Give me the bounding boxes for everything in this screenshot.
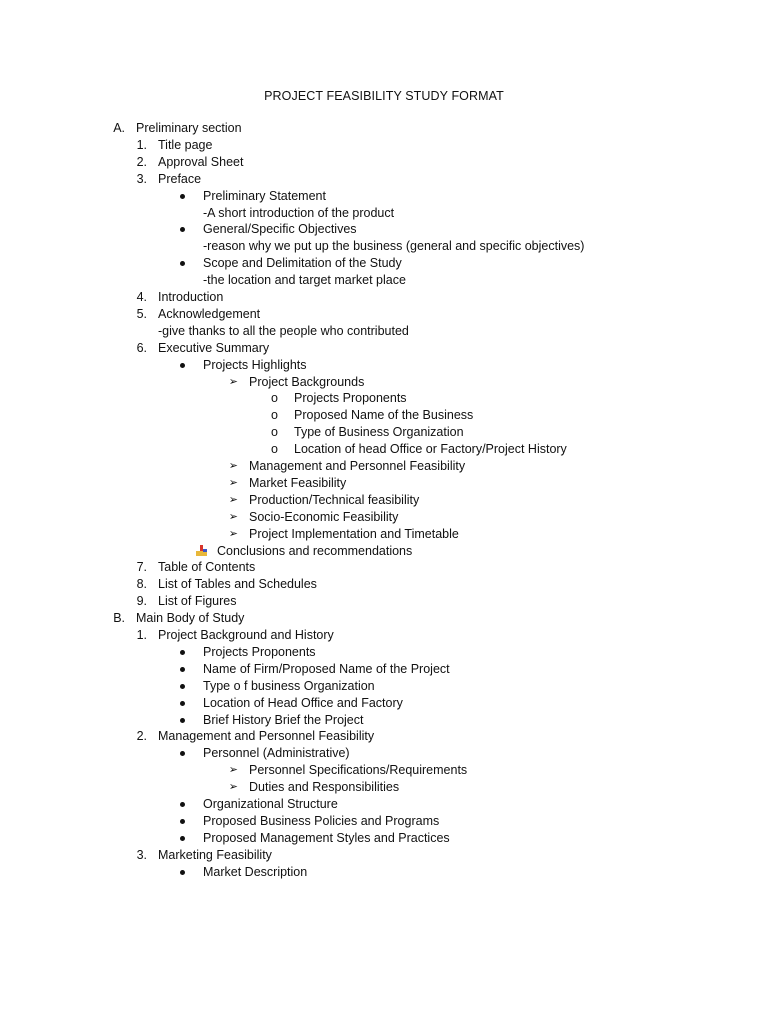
outline-text: Duties and Responsibilities [249, 780, 400, 794]
bullet-icon [180, 261, 185, 266]
outline-line [0, 441, 768, 457]
outline-line [0, 712, 768, 728]
outline-text: Personnel Specifications/Requirements [249, 763, 468, 777]
outline-text: List of Figures [158, 594, 237, 608]
bullet-icon [180, 751, 185, 756]
outline-line [0, 847, 768, 863]
outline-line [0, 171, 768, 187]
outline-text: Proposed Management Styles and Practices [203, 831, 450, 845]
bullet-icon [180, 684, 185, 689]
outline-text: -the location and target market place [203, 273, 406, 287]
list-marker: 2. [136, 729, 147, 743]
outline-text: Location of Head Office and Factory [203, 696, 403, 710]
outline-text: Name of Firm/Proposed Name of the Project [203, 662, 450, 676]
outline-text: Market Feasibility [249, 476, 347, 490]
outline-text: Executive Summary [158, 341, 270, 355]
arrow-bullet-icon: ➢ [228, 511, 238, 523]
outline-text: Marketing Feasibility [158, 848, 272, 862]
list-marker: 5. [136, 307, 147, 321]
outline-text: Brief History Brief the Project [203, 713, 364, 727]
outline-line [0, 576, 768, 592]
outline-line [0, 779, 768, 795]
arrow-bullet-icon: ➢ [228, 528, 238, 540]
circle-bullet-icon: o [271, 425, 278, 439]
list-marker: 1. [136, 138, 147, 152]
outline-line [0, 695, 768, 711]
circle-bullet-icon: o [271, 442, 278, 456]
list-marker: 6. [136, 341, 147, 355]
outline-text: Introduction [158, 290, 224, 304]
list-marker: 2. [136, 155, 147, 169]
outline-text: Proposed Business Policies and Programs [203, 814, 440, 828]
list-marker: 1. [136, 628, 147, 642]
outline-text: Organizational Structure [203, 797, 338, 811]
outline-line [0, 830, 768, 846]
outline-line [0, 407, 768, 423]
outline-text: Scope and Delimitation of the Study [203, 256, 402, 270]
outline-line [0, 492, 768, 508]
outline-line [0, 357, 768, 373]
bullet-icon [180, 819, 185, 824]
document-title: PROJECT FEASIBILITY STUDY FORMAT [264, 89, 504, 103]
outline-text: Management and Personnel Feasibility [158, 729, 375, 743]
outline-line [0, 154, 768, 170]
outline-line [0, 120, 768, 136]
hand-pointer-icon [195, 544, 209, 558]
outline-text: Projects Proponents [203, 645, 316, 659]
bullet-icon [180, 227, 185, 232]
outline-line [0, 238, 768, 254]
bullet-icon [180, 363, 185, 368]
outline-text: Production/Technical feasibility [249, 493, 420, 507]
outline-text: Management and Personnel Feasibility [249, 459, 466, 473]
outline-line [0, 559, 768, 575]
outline-text: Projects Proponents [294, 391, 407, 405]
list-marker: 3. [136, 172, 147, 186]
outline-text: Project Implementation and Timetable [249, 527, 459, 541]
outline-text: Approval Sheet [158, 155, 244, 169]
arrow-bullet-icon: ➢ [228, 781, 238, 793]
outline-text: Conclusions and recommendations [217, 544, 413, 558]
outline-line [0, 813, 768, 829]
list-marker: 8. [136, 577, 147, 591]
arrow-bullet-icon: ➢ [228, 764, 238, 776]
outline-line [0, 644, 768, 660]
bullet-icon [180, 836, 185, 841]
outline-line [0, 306, 768, 322]
outline-line [0, 323, 768, 339]
outline-line [0, 543, 768, 559]
outline-line [0, 593, 768, 609]
outline-line [0, 661, 768, 677]
outline-text: Proposed Name of the Business [294, 408, 474, 422]
outline-line [0, 424, 768, 440]
circle-bullet-icon: o [271, 408, 278, 422]
outline-text: Market Description [203, 865, 308, 879]
outline-text: Main Body of Study [136, 611, 245, 625]
circle-bullet-icon: o [271, 391, 278, 405]
list-marker: 9. [136, 594, 147, 608]
outline-line [0, 678, 768, 694]
outline-line [0, 745, 768, 761]
outline-text: -give thanks to all the people who contributed [158, 324, 409, 338]
list-marker: 4. [136, 290, 147, 304]
list-marker: 7. [136, 560, 147, 574]
outline-line [0, 627, 768, 643]
bullet-icon [180, 870, 185, 875]
outline-text: Type o f business Organization [203, 679, 375, 693]
outline-text: Socio-Economic Feasibility [249, 510, 399, 524]
outline-line [0, 221, 768, 237]
outline-line [0, 255, 768, 271]
arrow-bullet-icon: ➢ [228, 460, 238, 472]
outline-line [0, 458, 768, 474]
outline-line [0, 188, 768, 204]
outline-text: Project Backgrounds [249, 375, 365, 389]
outline-text: Title page [158, 138, 213, 152]
outline-text: Personnel (Administrative) [203, 746, 350, 760]
outline-text: Acknowledgement [158, 307, 261, 321]
bullet-icon [180, 194, 185, 199]
outline-line [0, 205, 768, 221]
bullet-icon [180, 701, 185, 706]
outline-line [0, 796, 768, 812]
outline-line [0, 340, 768, 356]
arrow-bullet-icon: ➢ [228, 477, 238, 489]
outline-line [0, 137, 768, 153]
outline-line [0, 728, 768, 744]
outline-line [0, 475, 768, 491]
list-marker: 3. [136, 848, 147, 862]
outline-line [0, 390, 768, 406]
outline-text: Project Background and History [158, 628, 334, 642]
outline-text: Type of Business Organization [294, 425, 464, 439]
outline-line [0, 610, 768, 626]
outline-line [0, 272, 768, 288]
bullet-icon [180, 667, 185, 672]
outline-text: Preliminary section [136, 121, 242, 135]
outline-text: -A short introduction of the product [203, 206, 395, 220]
bullet-icon [180, 650, 185, 655]
outline-text: Preliminary Statement [203, 189, 326, 203]
outline-text: Projects Highlights [203, 358, 307, 372]
outline-line [0, 762, 768, 778]
outline-text: Table of Contents [158, 560, 256, 574]
outline-line [0, 526, 768, 542]
outline-text: Preface [158, 172, 202, 186]
bullet-icon [180, 718, 185, 723]
arrow-bullet-icon: ➢ [228, 376, 238, 388]
list-marker: B. [113, 611, 125, 625]
outline-line [0, 864, 768, 880]
outline-text: Location of head Office or Factory/Project History [294, 442, 567, 456]
outline-line [0, 289, 768, 305]
list-marker: A. [113, 121, 125, 135]
outline-text: -reason why we put up the business (general and specific objectives) [203, 239, 585, 253]
outline-line [0, 509, 768, 525]
bullet-icon [180, 802, 185, 807]
outline-line [0, 374, 768, 390]
outline-text: List of Tables and Schedules [158, 577, 317, 591]
outline-text: General/Specific Objectives [203, 222, 357, 236]
arrow-bullet-icon: ➢ [228, 494, 238, 506]
